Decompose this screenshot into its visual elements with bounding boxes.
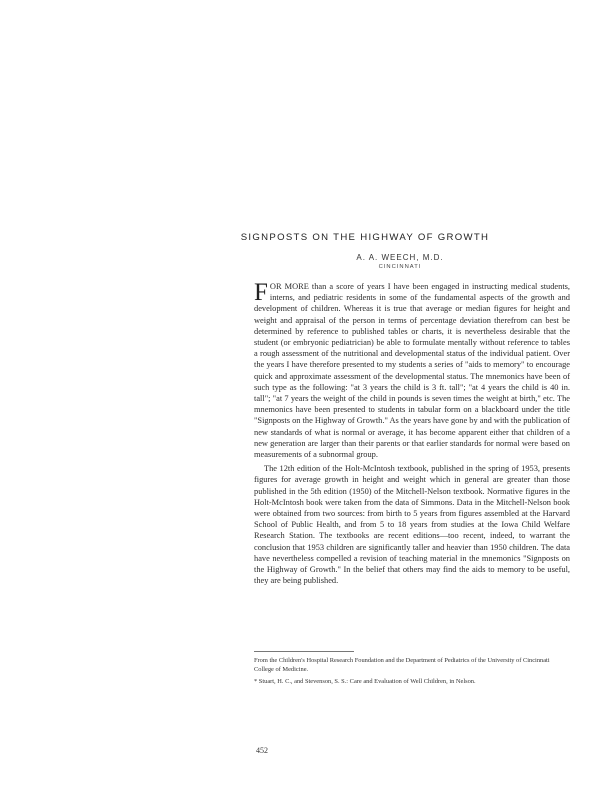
article-author: A. A. WEECH, M.D.: [356, 253, 444, 262]
footnote-rule: [254, 651, 354, 652]
paragraph-2: The 12th edition of the Holt-McIntosh textbook, published in the spring of 1953, presents figures for average growth in height and weight which in general are greater than those published in the 5th edition (1950) of the Mitchell-Nelson textbook. Normative figures in the Holt-McIntosh book were taken from the data of Simmons. Data in the Mitchell-Nelson book were obtained from two sources: from birth to 5 years from figures assembled at the Harvard School of Public Health, and from 5 to 18 years from studies at the Iowa Child Welfare Research Station. The textbooks are recent editions—too recent, indeed, to warrant the conclusion that 1953 children are significantly taller and heavier than 1950 children. The data have nevertheless compelled a revision of teaching material in the mnemonics "Signposts on the Highway of Growth." In the belief that others may find the aids to memory to be useful, they are being published.: [254, 464, 570, 586]
article-title: SIGNPOSTS ON THE HIGHWAY OF GROWTH: [240, 232, 490, 243]
opening-words: OR MORE: [269, 282, 309, 291]
paragraph-1: [254, 281, 570, 460]
footnote-reference: * Stuart, H. C., and Stevenson, S. S.: Care and Evaluation of Well Children, in Nelson.: [254, 678, 476, 685]
drop-cap: F: [254, 279, 268, 306]
page-number: 452: [256, 746, 268, 755]
article-body: [254, 281, 570, 586]
footnote-affiliation: From the Children's Hospital Research Foundation and the Department of Pediatrics of the University of Cincinnati College of Medicine.: [254, 657, 550, 673]
footnotes: [254, 656, 570, 689]
paragraph-1-text: than a score of years I have been engaged in instructing medical students, interns, and pediatric residents in some of the fundamental aspects of the growth and development of children. Whereas it is true that average or median figures for height and weight and appraisal of the person in terms of percentage deviation therefrom can best be determined by reference to published tables or charts, it is nevertheless desirable that the student (or embryonic pediatrician) be able to formulate mentally without reference to tables a rough assessment of the nutritional and developmental status of the individual patient. Over the years I have therefore presented to my students a series of "aids to memory" to encourage quick and approximate assessment of the developmental status. The mnemonics have been of such type as the following: "at 3 years the child is 3 ft. tall"; "at 4 years the child is 40 in. tall"; "at 7 years the weight of the child in pounds is seven times the weight at birth," etc. The mnemonics have been presented to students in tabular form on a blackboard under the title "Signposts on the Highway of Growth." As the years have gone by and with the publication of new standards of what is normal or average, it has become apparent either that children of a new generation are larger than their parents or that earlier standards for normal were based on measurements of a subnormal group.: [254, 282, 570, 460]
author-location: CINCINNATI: [378, 264, 422, 270]
